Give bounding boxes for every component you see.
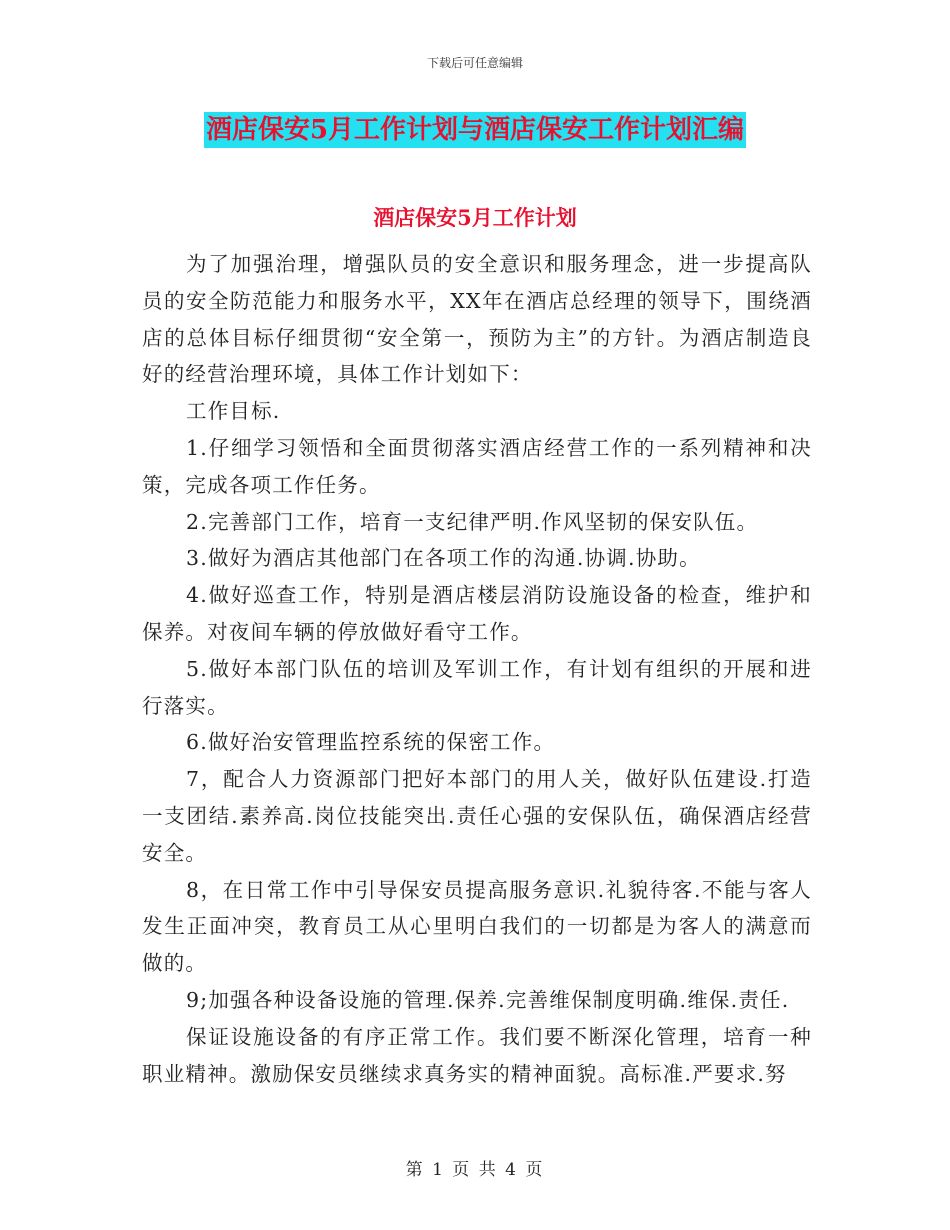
paragraph-item-6: 6.做好治安管理监控系统的保密工作。 <box>186 730 556 755</box>
main-title-container <box>0 112 950 148</box>
paragraph-closing: 保证设施设备的有序正常工作。我们要不断深化管理，培育一种职业精神。激励保安员继续求真务实的精神面貌。高标准.严要求.努 <box>142 1024 812 1086</box>
page-footer-pagination: 第 1 页 共 4 页 <box>405 1160 545 1180</box>
paragraph-intro: 为了加强治理，增强队员的安全意识和服务理念，进一步提高队员的安全防范能力和服务水平，XX年在酒店总经理的领导下，围绕酒店的总体目标仔细贯彻“安全第一，预防为主”的方针。为酒店制造良好的经营治理环境，具体工作计划如下： <box>142 252 812 387</box>
page-header-note: 下载后可任意编辑 <box>426 56 523 70</box>
paragraph-item-1: 1.仔细学习领悟和全面贯彻落实酒店经营工作的一系列精神和决策，完成各项工作任务。 <box>142 435 812 497</box>
paragraph-item-7: 7，配合人力资源部门把好本部门的用人关，做好队伍建设.打造一支团结.素养高.岗位技能突出.责任心强的安保队伍，确保酒店经营安全。 <box>142 767 812 865</box>
section-title: 酒店保安5月工作计划 <box>373 205 577 230</box>
paragraph-item-3: 3.做好为酒店其他部门在各项工作的沟通.协调.协助。 <box>186 546 701 571</box>
paragraph-item-9: 9;加强各种设备设施的管理.保养.完善维保制度明确.维保.责任. <box>186 987 790 1012</box>
paragraph-item-8: 8，在日常工作中引导保安员提高服务意识.礼貌待客.不能与客人发生正面冲突，教育员工从心里明白我们的一切都是为客人的满意而做的。 <box>142 877 812 976</box>
main-title: 酒店保安5月工作计划与酒店保安工作计划汇编 <box>204 112 746 148</box>
document-body <box>142 246 812 1092</box>
paragraph-item-4: 4.做好巡查工作，特别是酒店楼层消防设施设备的检查，维护和保养。对夜间车辆的停放做好看守工作。 <box>142 583 812 644</box>
paragraph-item-2: 2.完善部门工作，培育一支纪律严明.作风坚韧的保安队伍。 <box>186 509 759 534</box>
paragraph-item-5: 5.做好本部门队伍的培训及军训工作，有计划有组织的开展和进行落实。 <box>142 656 812 718</box>
paragraph-goals-heading: 工作目标. <box>186 399 281 424</box>
